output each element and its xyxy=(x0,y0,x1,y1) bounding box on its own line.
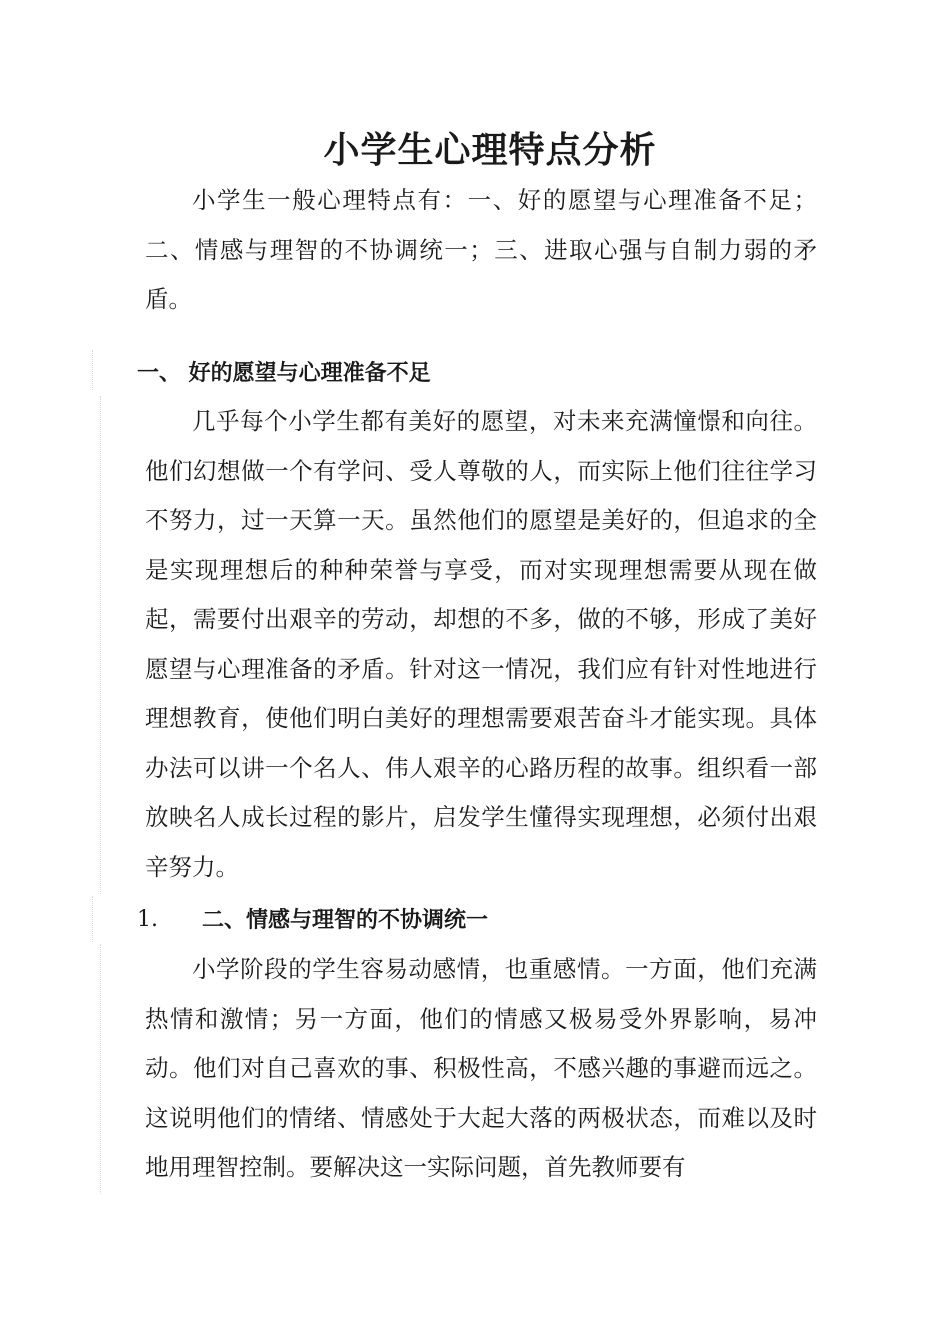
margin-guide-line xyxy=(92,896,93,942)
section-2-list-number: 1. xyxy=(137,907,158,932)
intro-paragraph: 小学生一般心理特点有：一、好的愿望与心理准备不足；二、情感与理智的不协调统一；三、进取心强与自制力弱的矛盾。 xyxy=(145,186,817,313)
section-2-body: 小学阶段的学生容易动感情，也重感情。一方面，他们充满热情和激情；另一方面，他们的情感又极易受外界影响，易冲动。他们对自己喜欢的事、积极性高，不感兴趣的事避而远之。这说明他们的情绪、情感处于大起大落的两极状态，而难以及时地用理智控制。要解决这一实际问题，首先教师要有 xyxy=(145,955,817,1181)
section-1-body: 几乎每个小学生都有美好的愿望，对未来充满憧憬和向往。他们幻想做一个有学问、受人尊敬的人，而实际上他们往往学习不努力，过一天算一天。虽然他们的愿望是美好的，但追求的全是实现理想后的种种荣誉与享受，而对实现理想需要从现在做起，需要付出艰辛的劳动，却想的不多，做的不够，形成了美好愿望与心理准备的矛盾。针对这一情况，我们应有针对性地进行理想教育，使他们明白美好的理想需要艰苦奋斗才能实现。具体办法可以讲一个名人、伟人艰辛的心路历程的故事。组织看一部放映名人成长过程的影片，启发学生懂得实现理想，必须付出艰辛努力。 xyxy=(145,407,817,881)
section-1-heading: 一、 好的愿望与心理准备不足 xyxy=(137,360,431,386)
margin-guide-line xyxy=(92,350,93,390)
section-2-heading: 二、情感与理智的不协调统一 xyxy=(202,907,489,933)
document-title: 小学生心理特点分析 xyxy=(323,129,657,171)
margin-guide-line xyxy=(100,396,101,894)
margin-guide-line xyxy=(100,944,101,1194)
